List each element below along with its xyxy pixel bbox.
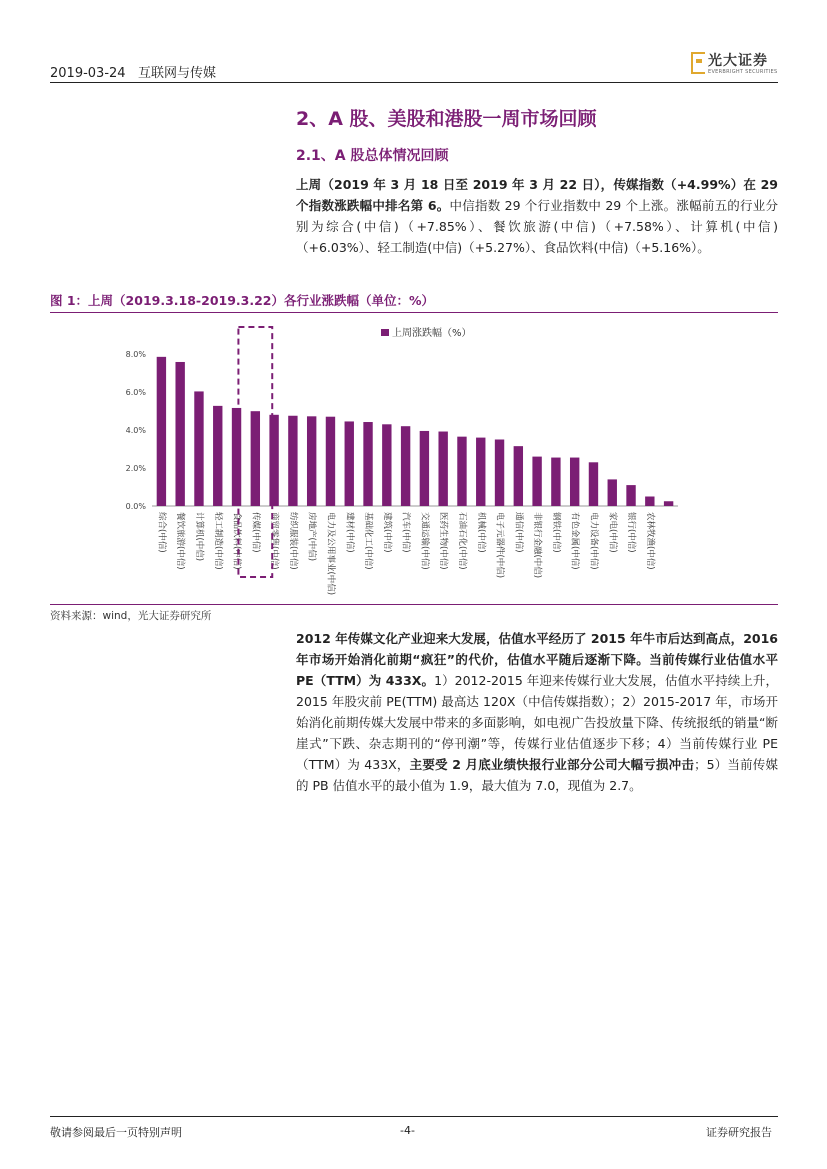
valuation-paragraph	[296, 628, 778, 796]
x-tick-label: 通信(中信)	[513, 512, 524, 553]
bar	[608, 479, 617, 506]
legend-swatch	[381, 329, 389, 336]
bar	[476, 438, 485, 506]
x-tick-label: 电力设备(中信)	[588, 512, 599, 570]
report-category: 互联网与传媒	[137, 66, 216, 81]
figure-title: 图 1：上周（2019.3.18-2019.3.22）各行业涨跌幅（单位：%）	[50, 293, 435, 308]
bar	[514, 446, 523, 506]
x-tick-label: 机械(中信)	[475, 512, 486, 553]
x-tick-label: 家电(中信)	[607, 512, 618, 553]
bar	[589, 462, 598, 506]
figure-bottom-rule	[50, 604, 778, 605]
y-tick-label: 2.0%	[125, 464, 146, 473]
x-tick-label: 钢铁(中信)	[550, 512, 561, 553]
header-divider	[50, 82, 778, 83]
bar	[251, 411, 260, 506]
x-tick-label: 银行(中信)	[626, 512, 637, 553]
bar	[626, 485, 635, 506]
logo-name: 光大证券	[708, 53, 768, 69]
y-tick-label: 0.0%	[125, 502, 146, 511]
bar	[645, 497, 654, 507]
y-tick-label: 4.0%	[125, 426, 146, 435]
x-tick-label: 石油石化(中信)	[456, 512, 467, 570]
x-tick-label: 房地产(中信)	[306, 512, 317, 562]
bar	[345, 421, 354, 506]
bar	[157, 357, 166, 506]
x-tick-label: 建筑(中信)	[381, 512, 392, 553]
x-tick-label: 有色金属(中信)	[569, 512, 580, 570]
x-tick-label: 医药生物(中信)	[438, 512, 449, 570]
x-tick-label: 电力及公用事业(中信)	[325, 512, 336, 596]
summary-bold: 上周（2019 年 3 月 18 日至 2019 年 3 月 22 日），传媒指数（+4.99%）在 29 个指数涨跌幅中排名第 6。	[296, 177, 778, 213]
footer-report-type: 证券研究报告	[706, 1126, 772, 1139]
bar	[326, 417, 335, 506]
figure-top-rule	[50, 312, 778, 313]
x-tick-label: 基础化工(中信)	[363, 512, 374, 570]
bar	[532, 457, 541, 506]
industry-return-chart	[50, 314, 778, 602]
legend-label: 上周涨跌幅（%）	[392, 328, 472, 339]
valuation-text-2: ；5）当前传媒的 PB 估值水平的最小值为 1.9，最大值为 7.0，现值为 2.7。	[296, 757, 779, 793]
footer-divider	[50, 1116, 778, 1117]
x-tick-label: 汽车(中信)	[400, 512, 411, 553]
bar	[664, 501, 673, 506]
x-tick-label: 农林牧渔(中信)	[644, 512, 655, 570]
y-tick-label: 8.0%	[125, 350, 146, 359]
x-tick-label: 交通运输(中信)	[419, 512, 430, 570]
bar	[175, 362, 184, 506]
bar	[401, 426, 410, 506]
bar	[551, 458, 560, 506]
x-tick-label: 传媒(中信)	[250, 512, 261, 553]
bar	[269, 415, 278, 506]
footer-disclaimer: 敬请参阅最后一页特别声明	[50, 1126, 182, 1139]
x-tick-label: 综合(中信)	[156, 512, 167, 553]
header-date-category	[50, 62, 216, 81]
x-tick-label: 轻工制造(中信)	[212, 512, 223, 570]
valuation-text-1: 1）2012-2015 年迎来传媒行业大发展，估值水平持续上升，2015 年股灾前 PE(TTM) 最高达 120X（中信传媒指数）；2）2015-2017 年，市场开始消化前期传媒大发展中带来的多面影响，如电视广告投放量下降、传统报纸的销量“断崖式”下跌、杂志期刊的“停刊潮”等，传媒行业估值逐步下移；4）当前传媒行业 PE（TTM）为 433X，	[296, 673, 778, 772]
bar	[232, 408, 241, 506]
bar	[213, 406, 222, 506]
logo-english: EVERBRIGHT SECURITIES	[708, 69, 778, 75]
bar	[288, 416, 297, 506]
section-heading: 2、A 股、美股和港股一周市场回顾	[296, 108, 597, 130]
x-tick-label: 食品饮料(中信)	[231, 512, 242, 570]
x-tick-label: 计算机(中信)	[193, 512, 204, 562]
figure-source: 资料来源：wind，光大证券研究所	[50, 610, 212, 622]
page-number: -4-	[400, 1124, 415, 1137]
x-tick-label: 餐饮旅游(中信)	[175, 512, 186, 570]
bar	[495, 440, 504, 507]
x-tick-label: 非银行金融(中信)	[532, 512, 543, 579]
valuation-bold-2: 主要受 2 月底业绩快报行业部分公司大幅亏损冲击	[409, 757, 695, 772]
valuation-bold-1: 2012 年传媒文化产业迎来大发展，估值水平经历了 2015 年牛市后达到高点，2016 年市场开始消化前期“疯狂”的代价，估值水平随后逐渐下降。当前传媒行业估值水平 PE（TTM）为 433X。	[296, 631, 778, 688]
bar	[307, 416, 316, 506]
x-tick-label: 建材(中信)	[344, 512, 355, 553]
x-tick-label: 商贸零售(中信)	[269, 512, 280, 570]
summary-paragraph	[296, 174, 778, 258]
bar	[438, 432, 447, 506]
bar	[420, 431, 429, 506]
everbright-logo-icon	[691, 52, 705, 74]
y-tick-label: 6.0%	[125, 388, 146, 397]
bar	[194, 391, 203, 506]
report-date: 2019-03-24	[50, 66, 126, 81]
bar	[363, 422, 372, 506]
x-tick-label: 电子元器件(中信)	[494, 512, 505, 579]
bar	[382, 424, 391, 506]
section-subheading: 2.1、A 股总体情况回顾	[296, 148, 449, 164]
bar	[570, 458, 579, 506]
bar	[457, 437, 466, 506]
x-tick-label: 纺织服装(中信)	[287, 512, 298, 570]
summary-text: 中信指数 29 个行业指数中 29 个上涨。涨幅前五的行业分别为综合(中信)（+7.85%）、餐饮旅游(中信)（+7.58%）、计算机(中信)（+6.03%）、轻工制造(中信)（+5.27%）、食品饮料(中信)（+5.16%）。	[296, 198, 778, 255]
